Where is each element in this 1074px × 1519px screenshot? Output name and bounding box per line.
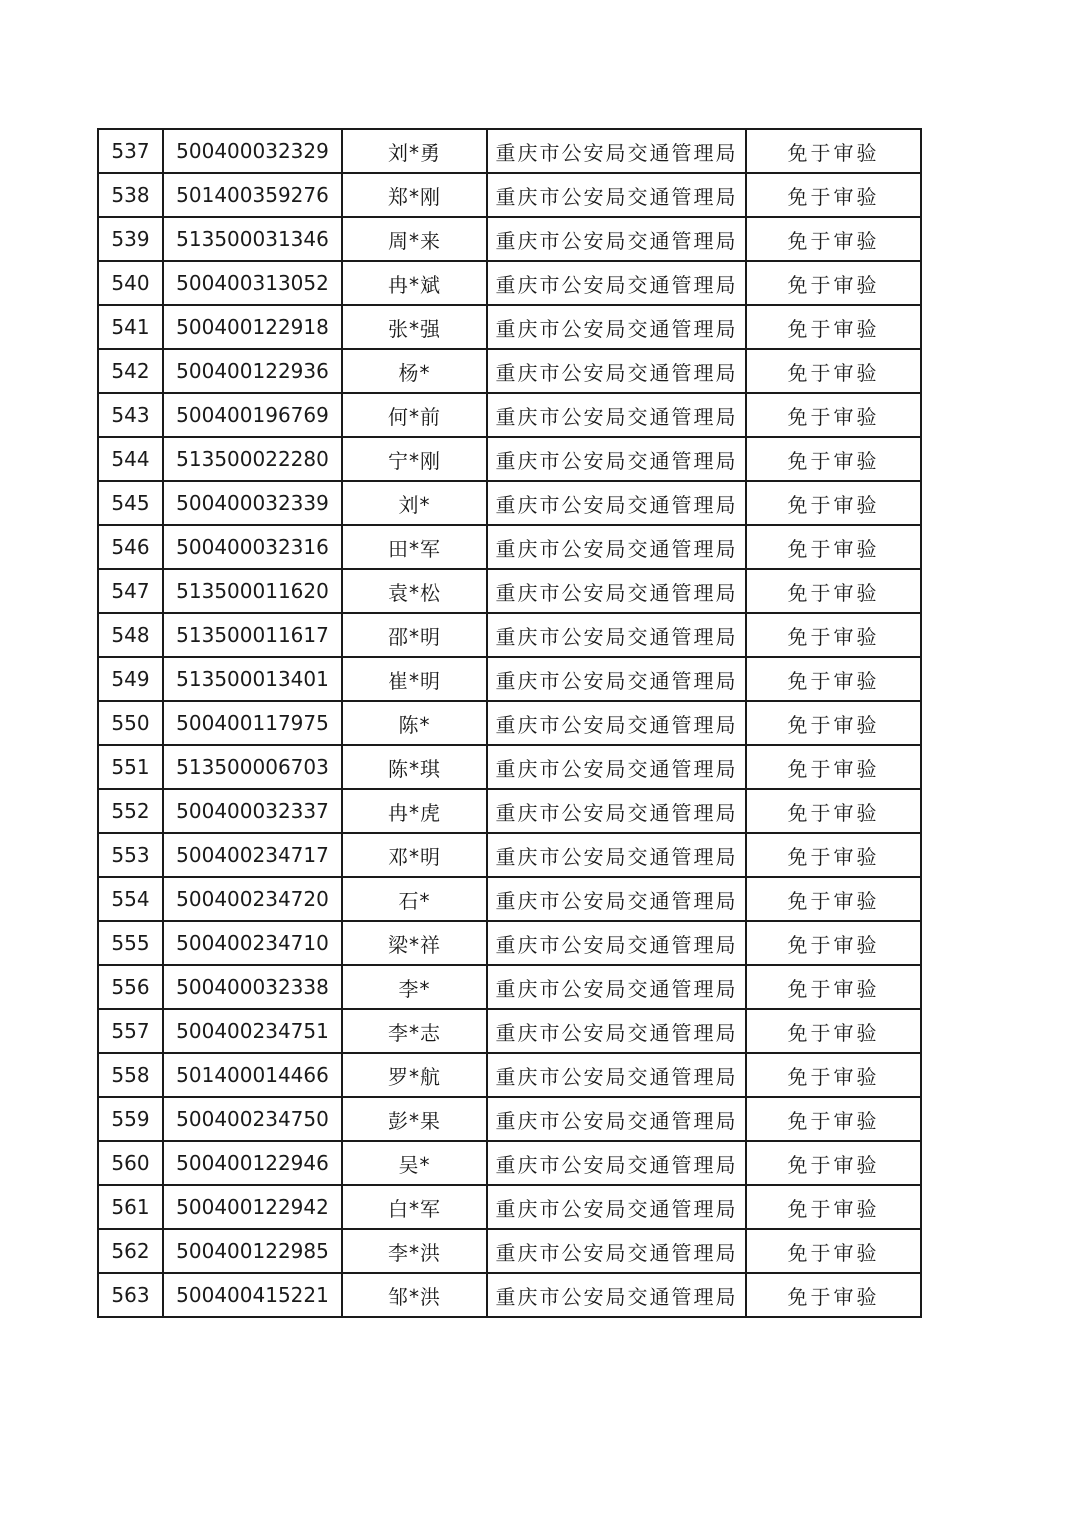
person-name-cell: 梁*祥 — [342, 921, 487, 965]
issuing-authority-cell: 重庆市公安局交通管理局 — [487, 173, 746, 217]
table-row — [98, 437, 921, 481]
record-number-cell: 500400122946 — [163, 1141, 342, 1185]
review-status-cell: 免于审验 — [746, 261, 921, 305]
person-name-cell: 袁*松 — [342, 569, 487, 613]
row-index-cell: 553 — [98, 833, 163, 877]
table-row — [98, 1097, 921, 1141]
review-status-cell: 免于审验 — [746, 173, 921, 217]
record-number-cell: 501400014466 — [163, 1053, 342, 1097]
record-number-cell: 513500011620 — [163, 569, 342, 613]
row-index-cell: 555 — [98, 921, 163, 965]
roster-table-body — [98, 129, 921, 1317]
review-status-cell: 免于审验 — [746, 437, 921, 481]
issuing-authority-cell: 重庆市公安局交通管理局 — [487, 129, 746, 173]
review-status-cell: 免于审验 — [746, 129, 921, 173]
record-number-cell: 500400122942 — [163, 1185, 342, 1229]
row-index-cell: 552 — [98, 789, 163, 833]
issuing-authority-cell: 重庆市公安局交通管理局 — [487, 437, 746, 481]
review-status-cell: 免于审验 — [746, 569, 921, 613]
person-name-cell: 邹*洪 — [342, 1273, 487, 1317]
record-number-cell: 500400117975 — [163, 701, 342, 745]
record-number-cell: 500400032316 — [163, 525, 342, 569]
issuing-authority-cell: 重庆市公安局交通管理局 — [487, 261, 746, 305]
record-number-cell: 513500011617 — [163, 613, 342, 657]
row-index-cell: 556 — [98, 965, 163, 1009]
review-status-cell: 免于审验 — [746, 701, 921, 745]
table-row — [98, 1273, 921, 1317]
record-number-cell: 500400234720 — [163, 877, 342, 921]
record-number-cell: 513500022280 — [163, 437, 342, 481]
record-number-cell: 500400032338 — [163, 965, 342, 1009]
person-name-cell: 石* — [342, 877, 487, 921]
record-number-cell: 513500006703 — [163, 745, 342, 789]
table-row — [98, 349, 921, 393]
issuing-authority-cell: 重庆市公安局交通管理局 — [487, 481, 746, 525]
review-status-cell: 免于审验 — [746, 1053, 921, 1097]
review-status-cell: 免于审验 — [746, 525, 921, 569]
record-number-cell: 500400122985 — [163, 1229, 342, 1273]
person-name-cell: 冉*斌 — [342, 261, 487, 305]
row-index-cell: 563 — [98, 1273, 163, 1317]
record-number-cell: 500400234750 — [163, 1097, 342, 1141]
person-name-cell: 郑*刚 — [342, 173, 487, 217]
row-index-cell: 550 — [98, 701, 163, 745]
person-name-cell: 罗*航 — [342, 1053, 487, 1097]
row-index-cell: 544 — [98, 437, 163, 481]
person-name-cell: 宁*刚 — [342, 437, 487, 481]
review-status-cell: 免于审验 — [746, 833, 921, 877]
record-number-cell: 500400122936 — [163, 349, 342, 393]
table-row — [98, 481, 921, 525]
table-row — [98, 657, 921, 701]
row-index-cell: 543 — [98, 393, 163, 437]
review-status-cell: 免于审验 — [746, 789, 921, 833]
review-status-cell: 免于审验 — [746, 217, 921, 261]
table-row — [98, 217, 921, 261]
row-index-cell: 538 — [98, 173, 163, 217]
row-index-cell: 557 — [98, 1009, 163, 1053]
row-index-cell: 545 — [98, 481, 163, 525]
person-name-cell: 杨* — [342, 349, 487, 393]
review-status-cell: 免于审验 — [746, 481, 921, 525]
person-name-cell: 李* — [342, 965, 487, 1009]
table-row — [98, 525, 921, 569]
issuing-authority-cell: 重庆市公安局交通管理局 — [487, 833, 746, 877]
row-index-cell: 551 — [98, 745, 163, 789]
review-status-cell: 免于审验 — [746, 393, 921, 437]
review-status-cell: 免于审验 — [746, 613, 921, 657]
issuing-authority-cell: 重庆市公安局交通管理局 — [487, 745, 746, 789]
row-index-cell: 562 — [98, 1229, 163, 1273]
review-status-cell: 免于审验 — [746, 921, 921, 965]
roster-table — [97, 128, 922, 1318]
record-number-cell: 500400234710 — [163, 921, 342, 965]
table-row — [98, 569, 921, 613]
person-name-cell: 周*来 — [342, 217, 487, 261]
table-row — [98, 1053, 921, 1097]
record-number-cell: 500400196769 — [163, 393, 342, 437]
issuing-authority-cell: 重庆市公安局交通管理局 — [487, 569, 746, 613]
review-status-cell: 免于审验 — [746, 1229, 921, 1273]
row-index-cell: 561 — [98, 1185, 163, 1229]
issuing-authority-cell: 重庆市公安局交通管理局 — [487, 349, 746, 393]
issuing-authority-cell: 重庆市公安局交通管理局 — [487, 1273, 746, 1317]
record-number-cell: 500400122918 — [163, 305, 342, 349]
table-row — [98, 745, 921, 789]
row-index-cell: 558 — [98, 1053, 163, 1097]
issuing-authority-cell: 重庆市公安局交通管理局 — [487, 525, 746, 569]
row-index-cell: 549 — [98, 657, 163, 701]
person-name-cell: 陈*琪 — [342, 745, 487, 789]
review-status-cell: 免于审验 — [746, 1141, 921, 1185]
review-status-cell: 免于审验 — [746, 1185, 921, 1229]
issuing-authority-cell: 重庆市公安局交通管理局 — [487, 877, 746, 921]
person-name-cell: 冉*虎 — [342, 789, 487, 833]
issuing-authority-cell: 重庆市公安局交通管理局 — [487, 657, 746, 701]
row-index-cell: 548 — [98, 613, 163, 657]
row-index-cell: 547 — [98, 569, 163, 613]
person-name-cell: 崔*明 — [342, 657, 487, 701]
row-index-cell: 542 — [98, 349, 163, 393]
issuing-authority-cell: 重庆市公安局交通管理局 — [487, 1141, 746, 1185]
table-row — [98, 921, 921, 965]
person-name-cell: 刘* — [342, 481, 487, 525]
issuing-authority-cell: 重庆市公安局交通管理局 — [487, 1229, 746, 1273]
table-row — [98, 305, 921, 349]
person-name-cell: 邓*明 — [342, 833, 487, 877]
table-row — [98, 833, 921, 877]
person-name-cell: 白*军 — [342, 1185, 487, 1229]
review-status-cell: 免于审验 — [746, 1097, 921, 1141]
record-number-cell: 501400359276 — [163, 173, 342, 217]
record-number-cell: 500400032329 — [163, 129, 342, 173]
record-number-cell: 513500013401 — [163, 657, 342, 701]
person-name-cell: 李*洪 — [342, 1229, 487, 1273]
person-name-cell: 何*前 — [342, 393, 487, 437]
issuing-authority-cell: 重庆市公安局交通管理局 — [487, 1009, 746, 1053]
table-row — [98, 613, 921, 657]
review-status-cell: 免于审验 — [746, 877, 921, 921]
table-row — [98, 129, 921, 173]
table-row — [98, 1185, 921, 1229]
review-status-cell: 免于审验 — [746, 1273, 921, 1317]
row-index-cell: 537 — [98, 129, 163, 173]
issuing-authority-cell: 重庆市公安局交通管理局 — [487, 789, 746, 833]
issuing-authority-cell: 重庆市公安局交通管理局 — [487, 921, 746, 965]
issuing-authority-cell: 重庆市公安局交通管理局 — [487, 613, 746, 657]
record-number-cell: 500400415221 — [163, 1273, 342, 1317]
row-index-cell: 559 — [98, 1097, 163, 1141]
table-row — [98, 261, 921, 305]
table-row — [98, 877, 921, 921]
row-index-cell: 541 — [98, 305, 163, 349]
issuing-authority-cell: 重庆市公安局交通管理局 — [487, 701, 746, 745]
person-name-cell: 张*强 — [342, 305, 487, 349]
person-name-cell: 邵*明 — [342, 613, 487, 657]
record-number-cell: 500400313052 — [163, 261, 342, 305]
table-row — [98, 701, 921, 745]
table-row — [98, 1009, 921, 1053]
table-row — [98, 789, 921, 833]
review-status-cell: 免于审验 — [746, 349, 921, 393]
review-status-cell: 免于审验 — [746, 305, 921, 349]
row-index-cell: 540 — [98, 261, 163, 305]
person-name-cell: 彭*果 — [342, 1097, 487, 1141]
issuing-authority-cell: 重庆市公安局交通管理局 — [487, 305, 746, 349]
issuing-authority-cell: 重庆市公安局交通管理局 — [487, 1097, 746, 1141]
person-name-cell: 陈* — [342, 701, 487, 745]
person-name-cell: 吴* — [342, 1141, 487, 1185]
review-status-cell: 免于审验 — [746, 657, 921, 701]
issuing-authority-cell: 重庆市公安局交通管理局 — [487, 393, 746, 437]
person-name-cell: 田*军 — [342, 525, 487, 569]
table-row — [98, 393, 921, 437]
record-number-cell: 500400234751 — [163, 1009, 342, 1053]
row-index-cell: 546 — [98, 525, 163, 569]
issuing-authority-cell: 重庆市公安局交通管理局 — [487, 1053, 746, 1097]
record-number-cell: 513500031346 — [163, 217, 342, 261]
table-row — [98, 173, 921, 217]
review-status-cell: 免于审验 — [746, 965, 921, 1009]
row-index-cell: 554 — [98, 877, 163, 921]
row-index-cell: 560 — [98, 1141, 163, 1185]
record-number-cell: 500400234717 — [163, 833, 342, 877]
person-name-cell: 刘*勇 — [342, 129, 487, 173]
table-row — [98, 965, 921, 1009]
record-number-cell: 500400032337 — [163, 789, 342, 833]
record-number-cell: 500400032339 — [163, 481, 342, 525]
table-row — [98, 1229, 921, 1273]
review-status-cell: 免于审验 — [746, 745, 921, 789]
issuing-authority-cell: 重庆市公安局交通管理局 — [487, 965, 746, 1009]
review-status-cell: 免于审验 — [746, 1009, 921, 1053]
issuing-authority-cell: 重庆市公安局交通管理局 — [487, 1185, 746, 1229]
row-index-cell: 539 — [98, 217, 163, 261]
issuing-authority-cell: 重庆市公安局交通管理局 — [487, 217, 746, 261]
person-name-cell: 李*志 — [342, 1009, 487, 1053]
table-row — [98, 1141, 921, 1185]
